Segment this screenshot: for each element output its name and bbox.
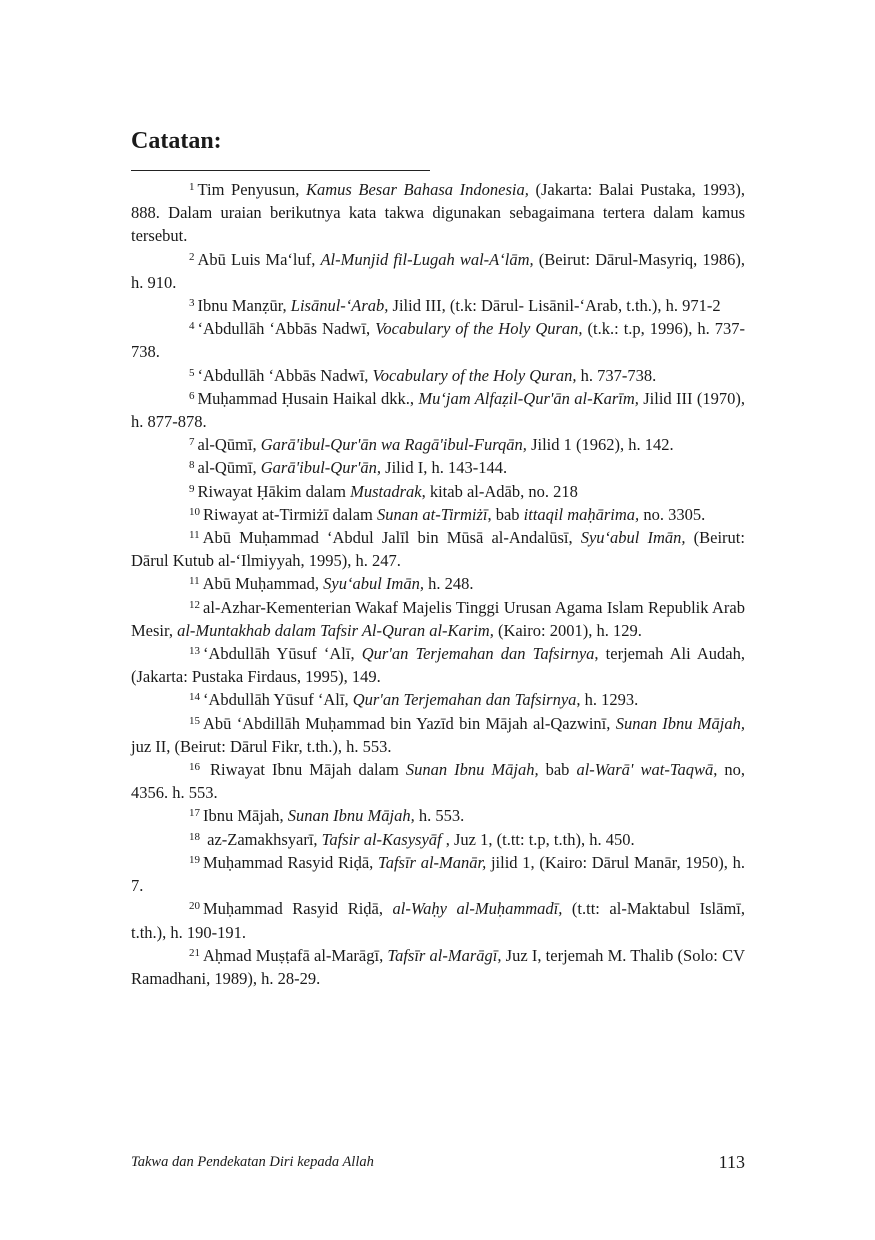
footnote: $^{17}$ Ibnu Mājah, Sunan Ibnu Mājah, h. 553. <box>189 806 465 826</box>
footnote: $^5$ ‘Abdullāh ‘Abbās Nadwī, Vocabulary of the Holy Quran, h. 737-738. <box>189 365 657 385</box>
footnote: $^7$ al-Qūmī, Garā'ibul-Qur'ān wa Ragā'ibul-Furqān, Jilid 1 (1962), h. 142. <box>189 435 674 455</box>
citation-title: Tafsir al-Kasysyāf <box>321 829 442 849</box>
citation-title: Sunan Ibnu Mājah, <box>615 713 745 733</box>
footnote-number: 15 <box>189 714 200 727</box>
footnote: $^2$ Abū Luis Ma‘luf, Al-Munjid fil-Lugah wal-A‘lām, (Beirut: Dārul-Masyriq, 1986), h. 910. <box>131 249 745 292</box>
citation-title: Mu‘jam Alfaẓil-Qur'ān al-Karīm, <box>418 388 639 408</box>
footnote-number: 9 <box>189 482 195 495</box>
footnote: $^{15}$ Abū ‘Abdillāh Muḥammad bin Yazīd bin Mājah al-Qazwinī, Sunan Ibnu Mājah, juz II, (Beirut: Dārul Fikr, t.th.), h. 553. <box>131 713 745 756</box>
citation-chapter: ittaqil maḥārima, <box>523 504 640 524</box>
citation-title: Syu‘abul Imān, <box>323 574 424 594</box>
footnote-number: 6 <box>189 389 195 402</box>
footnote-number: 7 <box>189 436 195 449</box>
footnote: $^1$ Tim Penyusun, Kamus Besar Bahasa Indonesia, (Jakarta: Balai Pustaka, 1993), 888. Dalam uraian berikutnya kata takwa digunakan sebagaimana tertera dalam kamus tersebut. <box>131 180 745 246</box>
citation-title: Mustadrak <box>350 481 422 501</box>
citation-title: Kamus Besar Bahasa Indonesia, <box>305 180 529 199</box>
citation-title: Qur'an Terjemahan dan Tafsirnya <box>361 644 595 664</box>
footnote-number: 4 <box>189 320 195 333</box>
footnote: $^9$ Riwayat Ḥākim dalam Mustadrak, kitab al-Adāb, no. 218 <box>189 481 578 501</box>
page-number: 113 <box>718 1152 745 1172</box>
footnote-number: 13 <box>189 645 200 658</box>
footnote: $^{16}$ Riwayat Ibnu Mājah dalam Sunan Ibnu Mājah, bab al-Warā' wat-Taqwā, no, 4356. h. 553. <box>131 760 746 803</box>
citation-title: al-Muntakhab dalam Tafsir Al-Quran al-Karim, <box>177 620 494 640</box>
footnote: $^8$ al-Qūmī, Garā'ibul-Qur'ān, Jilid I, h. 143-144. <box>189 458 508 478</box>
citation-title: Tafsīr al-Marāgī, <box>387 945 502 965</box>
footnote-number: 11 <box>189 575 200 588</box>
citation-title: Garā'ibul-Qur'ān wa Ragā'ibul-Furqān, <box>260 435 527 455</box>
footnote: $^3$ Ibnu Manẓūr, Lisānul-‘Arab, Jilid III, (t.k: Dārul- Lisānil-‘Arab, t.th.), h. 971-2 <box>189 296 721 316</box>
footnote-number: 2 <box>189 250 195 263</box>
citation-title: Sunan at-Tirmiżī <box>376 504 488 524</box>
footnote: $^{20}$ Muḥammad Rasyid Riḍā, al-Waḥy al-Muḥammadī, (t.tt: al-Maktabul Islāmī, t.th.), h. 190-191. <box>131 899 746 942</box>
footnote-number: 21 <box>189 946 200 959</box>
footnote: $^{19}$ Muḥammad Rasyid Riḍā, Tafsīr al-Manār, jilid 1, (Kairo: Dārul Manār, 1950), h. 7. <box>131 852 746 896</box>
footnote: $^{13}$ ‘Abdullāh Yūsuf ‘Alī, Qur'an Terjemahan dan Tafsirnya, terjemah Ali Audah, (Jakarta: Pustaka Firdaus, 1995), 149. <box>131 644 746 687</box>
running-footer-title: Takwa dan Pendekatan Diri kepada Allah <box>131 1154 374 1170</box>
footnote: $^4$ ‘Abdullāh ‘Abbās Nadwī, Vocabulary of the Holy Quran, (t.k.: t.p, 1996), h. 737-738. <box>131 319 746 362</box>
footnote-number: 17 <box>189 807 200 820</box>
footnote: $^{11}$ Abū Muḥammad, Syu‘abul Imān, h. 248. <box>189 574 474 594</box>
footnote-number: 11 <box>189 529 200 542</box>
footnote: $^6$ Muḥammad Ḥusain Haikal dkk., Mu‘jam Alfaẓil-Qur'ān al-Karīm, Jilid III (1970), h. 877-878. <box>131 388 745 432</box>
footnote: $^{21}$ Aḥmad Muṣṭafā al-Marāgī, Tafsīr al-Marāgī, Juz I, terjemah M. Thalib (Solo: CV Ramadhani, 1989), h. 28-29. <box>131 945 745 988</box>
footnote-number: 5 <box>189 366 195 379</box>
footnote-number: 20 <box>189 900 200 913</box>
citation-chapter: al-Warā' wat-Taqwā <box>576 760 714 780</box>
footnote-number: 12 <box>189 598 200 611</box>
footnote-number: 19 <box>189 853 200 866</box>
citation-title: Vocabulary of the Holy Quran, <box>372 365 577 385</box>
notes-heading: Catatan: <box>131 128 222 154</box>
footnote-number: 10 <box>189 505 200 518</box>
footnote-separator-rule <box>131 170 430 171</box>
citation-title: Sunan Ibnu Mājah, <box>405 760 539 780</box>
citation-title: Al-Munjid fil-Lugah wal-A‘lām, <box>320 249 534 269</box>
citation-title: Sunan Ibnu Mājah, <box>287 806 415 826</box>
footnote-number: 3 <box>189 297 195 310</box>
footnote-number: 18 <box>189 830 200 843</box>
citation-title: Garā'ibul-Qur'ān <box>260 458 377 478</box>
citation-title: Vocabulary of the Holy Quran, <box>375 319 583 339</box>
footnote-number: 14 <box>189 691 200 704</box>
citation-title: al-Waḥy al-Muḥammadī, <box>392 899 563 919</box>
footnote: $^{14}$ ‘Abdullāh Yūsuf ‘Alī, Qur'an Terjemahan dan Tafsirnya, h. 1293. <box>189 690 639 710</box>
citation-title: Tafsīr al-Manār, <box>378 852 487 872</box>
footnote: $^{12}$ al-Azhar-Kementerian Wakaf Majelis Tinggi Urusan Agama Islam Republik Arab Mesir, al-Muntakhab dalam Tafsir Al-Quran al-Karim, (Kairo: 2001), h. 129. <box>131 597 745 640</box>
footnote: $^{18}$ az-Zamakhsyarī, Tafsir al-Kasysyāf , Juz 1, (t.tt: t.p, t.th), h. 450. <box>189 829 635 849</box>
footnote: $^{10}$ Riwayat at-Tirmiżī dalam Sunan at-Tirmiżī, bab ittaqil maḥārima, no. 3305. <box>189 504 706 524</box>
citation-title: Qur'an Terjemahan dan Tafsirnya <box>352 690 577 710</box>
footnote-number: 8 <box>189 459 195 472</box>
footnotes-list <box>131 178 745 990</box>
footnote-number: 16 <box>189 761 200 774</box>
citation-title: Lisānul-‘Arab, <box>290 296 389 316</box>
citation-title: Syu‘abul Imān, <box>580 528 686 548</box>
footnote-number: 1 <box>189 181 195 193</box>
footnote: $^{11}$ Abū Muḥammad ‘Abdul Jalīl bin Mūsā al-Andalūsī, Syu‘abul Imān, (Beirut: Dārul Kutub al-‘Ilmiyyah, 1995), h. 247. <box>131 528 745 571</box>
